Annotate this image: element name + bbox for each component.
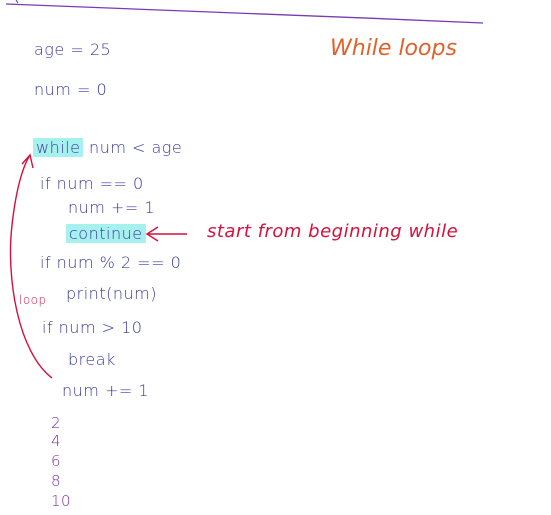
output-value: 10	[51, 492, 72, 510]
loop-label: loop	[19, 293, 47, 307]
output-value: 2	[51, 414, 62, 432]
code-line-print: print(num)	[66, 284, 157, 303]
output-value: 6	[51, 452, 62, 470]
code-line-num: num = 0	[34, 80, 108, 99]
code-line-if-greater: if num > 10	[42, 318, 143, 337]
output-value: 8	[51, 472, 62, 490]
code-line-if-even: if num % 2 == 0	[40, 253, 182, 272]
code-line-num-increment: num += 1	[62, 381, 150, 400]
code-line-increment: num += 1	[68, 198, 156, 217]
loop-arrow	[11, 155, 52, 378]
page-title: While loops	[330, 36, 457, 61]
output-value: 4	[51, 432, 62, 450]
code-line-break: break	[68, 350, 116, 369]
code-line-if-zero: if num == 0	[40, 174, 144, 193]
continue-keyword-highlight: continue	[66, 224, 146, 243]
continue-annotation: start from beginning while	[207, 221, 459, 242]
continue-arrow	[147, 227, 187, 241]
while-condition: num < age	[83, 138, 183, 157]
while-keyword-highlight: while	[33, 138, 83, 157]
code-line-age: age = 25	[34, 40, 112, 59]
